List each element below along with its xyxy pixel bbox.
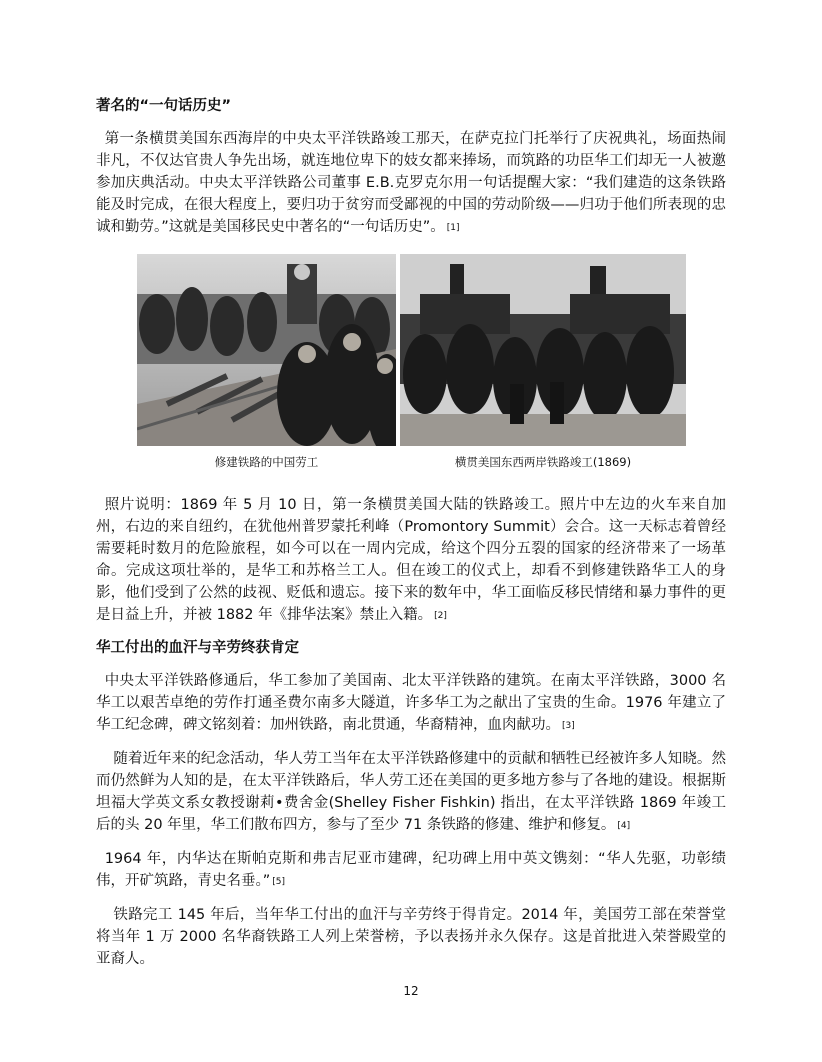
footnote-ref: [1] [446,223,460,233]
section-heading-one-sentence-history: 著名的“一句话历史” [96,98,232,114]
footnote-ref: [3] [562,721,575,731]
footnote-ref: [4] [617,821,631,831]
section-heading-recognition: 华工付出的血汗与辛劳终获肯定 [96,640,299,656]
paragraph-text: 中央太平洋铁路修通后，华工参加了美国南、北太平洋铁路的建筑。在南太平洋铁路，3000 名华工以艰苦卓绝的劳作打通圣费尔南多大隧道，许多华工为之献出了宝贵的生命。1976 年建立了华工纪念碑，碑文铭刻着：加州铁路，南北贯通，华裔精神，血肉献功。 [96,673,726,733]
paragraph-fishkin [96,748,726,838]
page-number: 12 [403,984,419,998]
paragraph-nevada-monument [96,848,726,894]
photo-chinese-laborers-image [137,254,396,446]
paragraph-southern-pacific [96,670,726,738]
paragraph-hall-of-honor [96,904,726,970]
paragraph-text: 随着近年来的纪念活动，华人劳工当年在太平洋铁路修建中的贡献和牺牲已经被许多人知晓。然而仍然鲜为人知的是，在太平洋铁路后，华人劳工还在美国的更多地方参与了各地的建设。根据斯坦福大学英文系女教授谢莉•费舍金(Shelley Fisher Fishkin) 指出，在太平洋铁路 1869 年竣工后的头 20 年里，华工们散布四方，参与了至少 71 条铁路的修建、维护和修复。 [96,751,726,833]
footnote-ref: [5] [272,877,286,887]
photo-figure [96,254,726,486]
paragraph-text: 照片说明：1869 年 5 月 10 日，第一条横贯美国大陆的铁路竣工。照片中左边的火车来自加州，右边的来自纽约，在犹他州普罗蒙托利峰（Promontory Summit）会合。这一天标志着曾经需要耗时数月的危险旅程，如今可以在一周内完成，给这个四分五裂的国家的经济带来了一场革命。完成这项壮举的，是华工和苏格兰工人。但在竣工的仪式上，却看不到修建铁路华工人的身影，他们受到了公然的歧视、贬低和遗忘。接下来的数年中，华工面临反移民情绪和暴力事件的更是日益上升，并被 1882 年《排华法案》禁止入籍。 [96,497,726,623]
paragraph-photo-note [96,494,726,628]
photo-railroad-completion-image [400,254,686,446]
document-page [96,96,726,980]
paragraph-crocker-quote [96,128,726,240]
caption-railroad-completion: 横贯美国东西两岸铁路竣工(1869) [454,455,632,469]
paragraph-text: 1964 年，内华达在斯帕克斯和弗吉尼亚市建碑，纪功碑上用中英文镌刻：“华人先驱，功彰绩伟，开矿筑路，青史名垂。” [96,851,726,889]
caption-chinese-laborers: 修建铁路的中国劳工 [214,455,319,469]
photo-railroad-completion [400,254,686,446]
photo-chinese-laborers [137,254,396,446]
paragraph-text: 第一条横贯美国东西海岸的中央太平洋铁路竣工那天，在萨克拉门托举行了庆祝典礼，场面热闹非凡，不仅达官贵人争先出场，就连地位卑下的妓女都来捧场，而筑路的功臣华工们却无一人被邀参加庆典活动。中央太平洋铁路公司董事 E.B.克罗克尔用一句话提醒大家：“我们建造的这条铁路能及时完成，在很大程度上，要归功于贫穷而受鄙视的中国的劳动阶级——归功于他们所表现的忠诚和勤劳。”这就是美国移民史中著名的“一句话历史”。 [96,131,726,235]
paragraph-text: 铁路完工 145 年后，当年华工付出的血汗与辛劳终于得肯定。2014 年，美国劳工部在荣誉堂将当年 1 万 2000 名华裔铁路工人列上荣誉榜，予以表扬并永久保存。这是首批进入荣誉殿堂的亚裔人。 [96,907,726,967]
footnote-ref: [2] [434,611,447,621]
